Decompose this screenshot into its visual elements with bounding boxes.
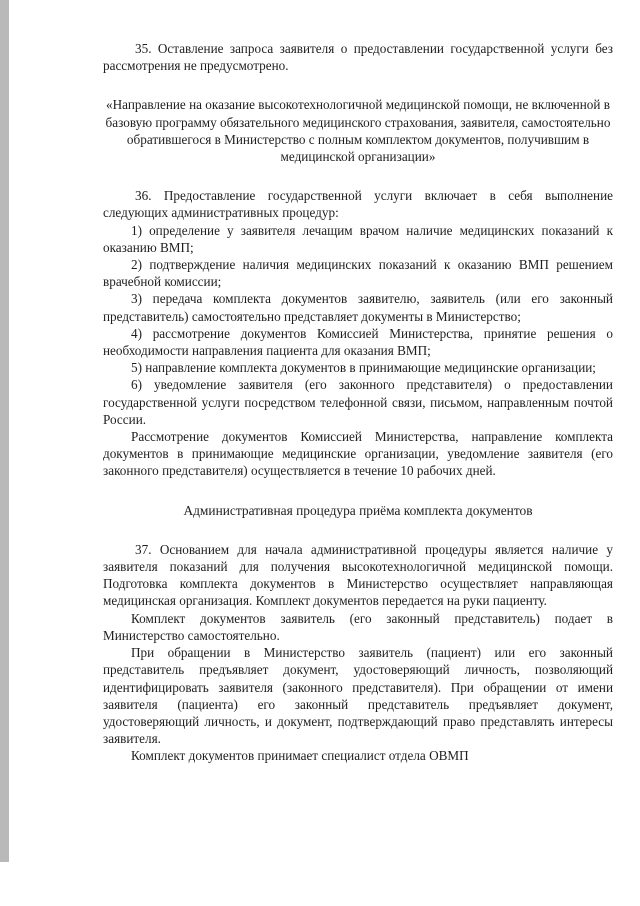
paragraph-37-acceptance: Комплект документов принимает специалист отдела ОВМП xyxy=(131,748,469,764)
paragraph-35: 35. Оставление запроса заявителя о предоставлении государственной услуги без рассмотрения не предусмотрено. xyxy=(103,41,613,74)
procedure-title-quote: «Направление на оказание высокотехнологичной медицинской помощи, не включенной в базовую программу обязательного медицинского страхования, заявителя, самостоятельно обратившегося в Министерство с полным комплектом документов, получившим в медицинской организации» xyxy=(105,97,611,165)
procedure-item-4: 4) рассмотрение документов Комиссией Министерства, принятие решения о необходимости направления пациента для оказания ВМП; xyxy=(103,325,613,359)
scan-left-edge xyxy=(0,0,9,862)
paragraph-37-basis: 37. Основанием для начала административной процедуры является наличие у заявителя показаний для получения высокотехнологичной медицинской помощи. Подготовка комплекта документов в Министерство осуществляет направляющая медицинская организация. Комплект документов передается на руки пациенту. xyxy=(103,541,613,609)
procedure-item-6: 6) уведомление заявителя (его законного представителя) о предоставлении государственной услуги посредством телефонной связи, письмом, направленным почтой России. xyxy=(103,377,613,427)
procedure-item-2: 2) подтверждение наличия медицинских показаний к оказанию ВМП решением врачебной комиссии; xyxy=(103,257,613,290)
paragraph-36-timing: Рассмотрение документов Комиссией Министерства, направление комплекта документов в принимающие медицинские организации, уведомление заявителя (его законного представителя) осуществляется в течение 10 рабочих дней. xyxy=(103,429,613,479)
section-heading: Административная процедура приёма комплекта документов xyxy=(183,502,533,518)
procedure-item-5: 5) направление комплекта документов в принимающие медицинские организации; xyxy=(131,360,596,376)
procedure-item-1: 1) определение у заявителя лечащим врачом наличие медицинских показаний к оказанию ВМП; xyxy=(103,222,613,255)
paragraph-37-submission: Комплект документов заявитель (его законный представитель) подает в Министерство самостоятельно. xyxy=(103,610,613,643)
paragraph-37-identification: При обращении в Министерство заявитель (пациент) или его законный представитель предъявляет документ, удостоверяющий личность, позволяющий идентифицировать заявителя (законного представителя). При обращении от имени заявителя (пациента) его законный представитель предъявляет документ, удостоверяющий личность, и документ, подтверждающий право представлять интересы заявителя. xyxy=(103,645,613,747)
procedure-item-3: 3) передача комплекта документов заявителю, заявитель (или его законный представитель) самостоятельно представляет документы в Министерство; xyxy=(103,291,613,324)
document-body xyxy=(103,40,613,765)
paragraph-36-intro: 36. Предоставление государственной услуги включает в себя выполнение следующих административных процедур: xyxy=(103,188,613,221)
